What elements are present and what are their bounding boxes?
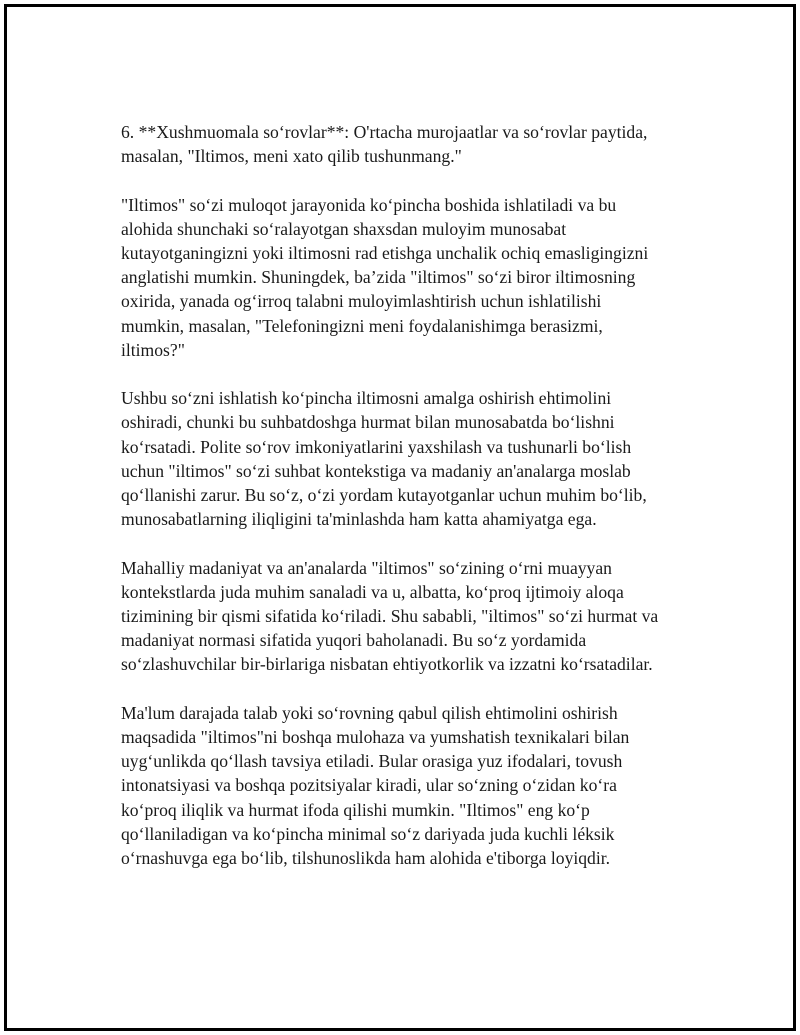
paragraph-iltimos-effect: Ushbu so‘zni ishlatish ko‘pincha iltimosni amalga oshirish ehtimolini oshiradi, chunki bu suhbatdoshga hurmat bilan munosabatda bo‘lishni ko‘rsatadi. Polite so‘rov imkoniyatlarini yaxshilash va tushunarli bo‘lish uchun "iltimos" so‘zi suhbat kontekstiga va madaniy an'analarga moslab qo‘llanishi zarur. Bu so‘z, o‘zi yordam kutayotganlar uchun muhim bo‘lib, munosabatlarning iliqligini ta'minlashda ham katta ahamiyatga ega. bbox=[121, 388, 647, 530]
paragraph-combined-techniques: Ma'lum darajada talab yoki so‘rovning qabul qilish ehtimolini oshirish maqsadida "iltimos"ni boshqa mulohaza va yumshatish texnikalari bilan uyg‘unlikda qo‘llash tavsiya etiladi. Bular orasiga yuz ifodalari, tovush intonatsiyasi va boshqa pozitsiyalar kiradi, ular so‘zning o‘zidan ko‘ra ko‘proq iliqlik va hurmat ifoda qilishi mumkin. "Iltimos" eng ko‘p qo‘llaniladigan va ko‘pincha minimal so‘z dariyada juda kuchli léksik o‘rnashuvga ega bo‘lib, tilshunoslikda ham alohida e'tiborga loyiqdir. bbox=[121, 702, 630, 869]
paragraph-iltimos-usage: "Iltimos" so‘zi muloqot jarayonida ko‘pincha boshida ishlatiladi va bu alohida shunchaki so‘ralayotgan shaxsdan muloyim munosabat kutayotganingizni yoki iltimosni rad etishga unchalik ochiq emasligingizni anglatishi mumkin. Shuningdek, ba’zida "iltimos" so‘zi biror iltimosning oxirida, yanada og‘irroq talabni muloyimlashtirish uchun ishlatilishi mumkin, masalan, "Telefoningizni meni foydalanishimga berasizmi, iltimos?" bbox=[121, 194, 649, 360]
document-body bbox=[121, 120, 701, 894]
paragraph-local-culture: Mahalliy madaniyat va an'analarda "iltimos" so‘zining o‘rni muayyan kontekstlarda juda muhim sanaladi va u, albatta, ko‘proq ijtimoiy aloqa tizimining bir qismi sifatida ko‘riladi. Shu sababli, "iltimos" so‘zi hurmat va madaniyat normasi sifatida yuqori baholanadi. Bu so‘z yordamida so‘zlashuvchilar bir-birlariga nisbatan ehtiyotkorlik va izzatni ko‘rsatadilar. bbox=[121, 557, 659, 675]
paragraph-polite-requests: 6. **Xushmuomala so‘rovlar**: O'rtacha murojaatlar va so‘rovlar paytida, masalan, "Iltimos, meni xato qilib tushunmang." bbox=[121, 122, 648, 167]
document-page bbox=[4, 4, 796, 1031]
